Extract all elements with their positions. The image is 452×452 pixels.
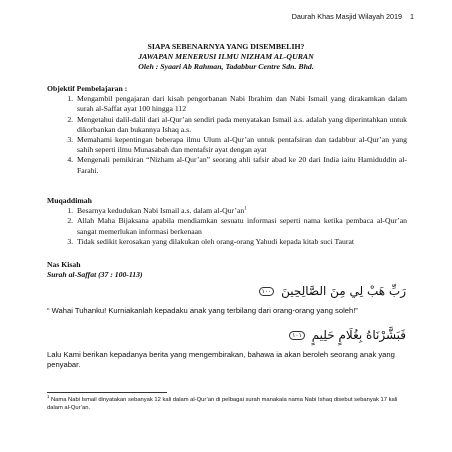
surah-reference: Surah al-Saffat (37 : 100-113) bbox=[47, 270, 143, 280]
intro-section bbox=[47, 196, 407, 247]
document-subtitle: JAWAPAN MENERUSI ILMU NIZHAM AL-QURAN bbox=[138, 52, 314, 61]
verse-101-text: فَبَشَّرْنَاهُ بِغُلَامٍ حَلِيمٍ bbox=[311, 328, 406, 342]
intro-item-3: 3. Tidak sedikit kerosakan yang dilakukan oleh orang-orang Yahudi kepada kitab suci Taurat bbox=[75, 237, 407, 247]
verse-100-text: رَبِّ هَبْ لِي مِنَ الصَّالِحِينَ bbox=[281, 284, 406, 298]
verse-100-translation: “ Wahai Tuhanku! Kurniakanlah kepadaku anak yang terbilang dari orang-orang yang soleh!” bbox=[47, 306, 358, 315]
footnote-mark: 1 bbox=[47, 394, 50, 400]
intro-heading: Muqaddimah bbox=[47, 196, 92, 205]
document-title: SIAPA SEBENARNYA YANG DISEMBELIH? bbox=[147, 42, 305, 51]
objectives-heading: Objektif Pembelajaran : bbox=[47, 84, 128, 93]
intro-list bbox=[47, 206, 407, 247]
objective-item-2: 2. Mengetahui dalil-dalil dari al-Qur’an sendiri pada menyatakan Ismail a.s. adalah yang diperintahkan untuk dikorbankan dan bukannya Ishaq a.s. bbox=[75, 115, 407, 135]
verse-101-arabic bbox=[289, 328, 406, 342]
verse-number-marker: ١٠٠ bbox=[259, 287, 275, 296]
objective-item-1: 1. Mengambil pengajaran dari kisah pengorbanan Nabi Ibrahim dan Nabi Ismail yang dirakamkan dalam surah al-Saffat ayat 100 hingga 112 bbox=[75, 94, 407, 114]
footnote-divider bbox=[47, 392, 167, 393]
page-number: 1 bbox=[410, 12, 414, 21]
verse-100-arabic bbox=[259, 284, 406, 298]
running-title: Daurah Khas Masjid Wilayah 2019 bbox=[291, 12, 402, 21]
intro-item-1-text: Besarnya kedudukan Nabi Ismail a.s. dalam al-Qur’an bbox=[77, 206, 245, 216]
objective-item-4: 4. Mengenali pemikiran “Nizham al-Qur’an” seorang ahli tafsir abad ke 20 dari India iaitu Hamiduddin al-Farahi. bbox=[75, 155, 407, 175]
story-heading: Nas Kisah bbox=[47, 260, 81, 269]
verse-101-translation: Lalu Kami berikan kepadanya berita yang mengembirakan, bahawa ia akan beroleh seorang anak yang penyabar. bbox=[47, 350, 395, 370]
intro-item-1 bbox=[75, 206, 407, 216]
objective-item-3: 3. Memahami kepentingan beberapa ilmu Ulum al-Qur’an untuk pentafsiran dan tadabbur al-Qur’an yang sahih seperti ilmu Munasabah dan mentafsir ayat dengan ayat bbox=[75, 135, 407, 155]
footnote bbox=[47, 394, 409, 412]
story-heading-block bbox=[47, 260, 407, 280]
intro-item-2: 2. Allah Maha Bijaksana apabila mendiamkan sesuatu informasi seperti nama ketika pembaca al-Qur’an sangat memerlukan informasi berkenaan bbox=[75, 216, 407, 236]
footnote-reference: 1 bbox=[244, 206, 247, 212]
running-header bbox=[292, 12, 414, 21]
verse-number-marker: ١٠١ bbox=[289, 331, 305, 340]
objectives-list bbox=[47, 94, 407, 176]
title-block bbox=[0, 42, 452, 72]
footnote-text: Nama Nabi Ismail dinyatakan sebanyak 12 kali dalam al-Qur’an di pelbagai surah manakala nama Nabi Ishaq disebut sebanyak 17 kali dalam al-Qur’an. bbox=[47, 397, 398, 411]
objectives-section bbox=[47, 84, 407, 176]
document-author: Oleh : Syaari Ab Rahman, Tadabbur Centre Sdn. Bhd. bbox=[138, 62, 314, 71]
